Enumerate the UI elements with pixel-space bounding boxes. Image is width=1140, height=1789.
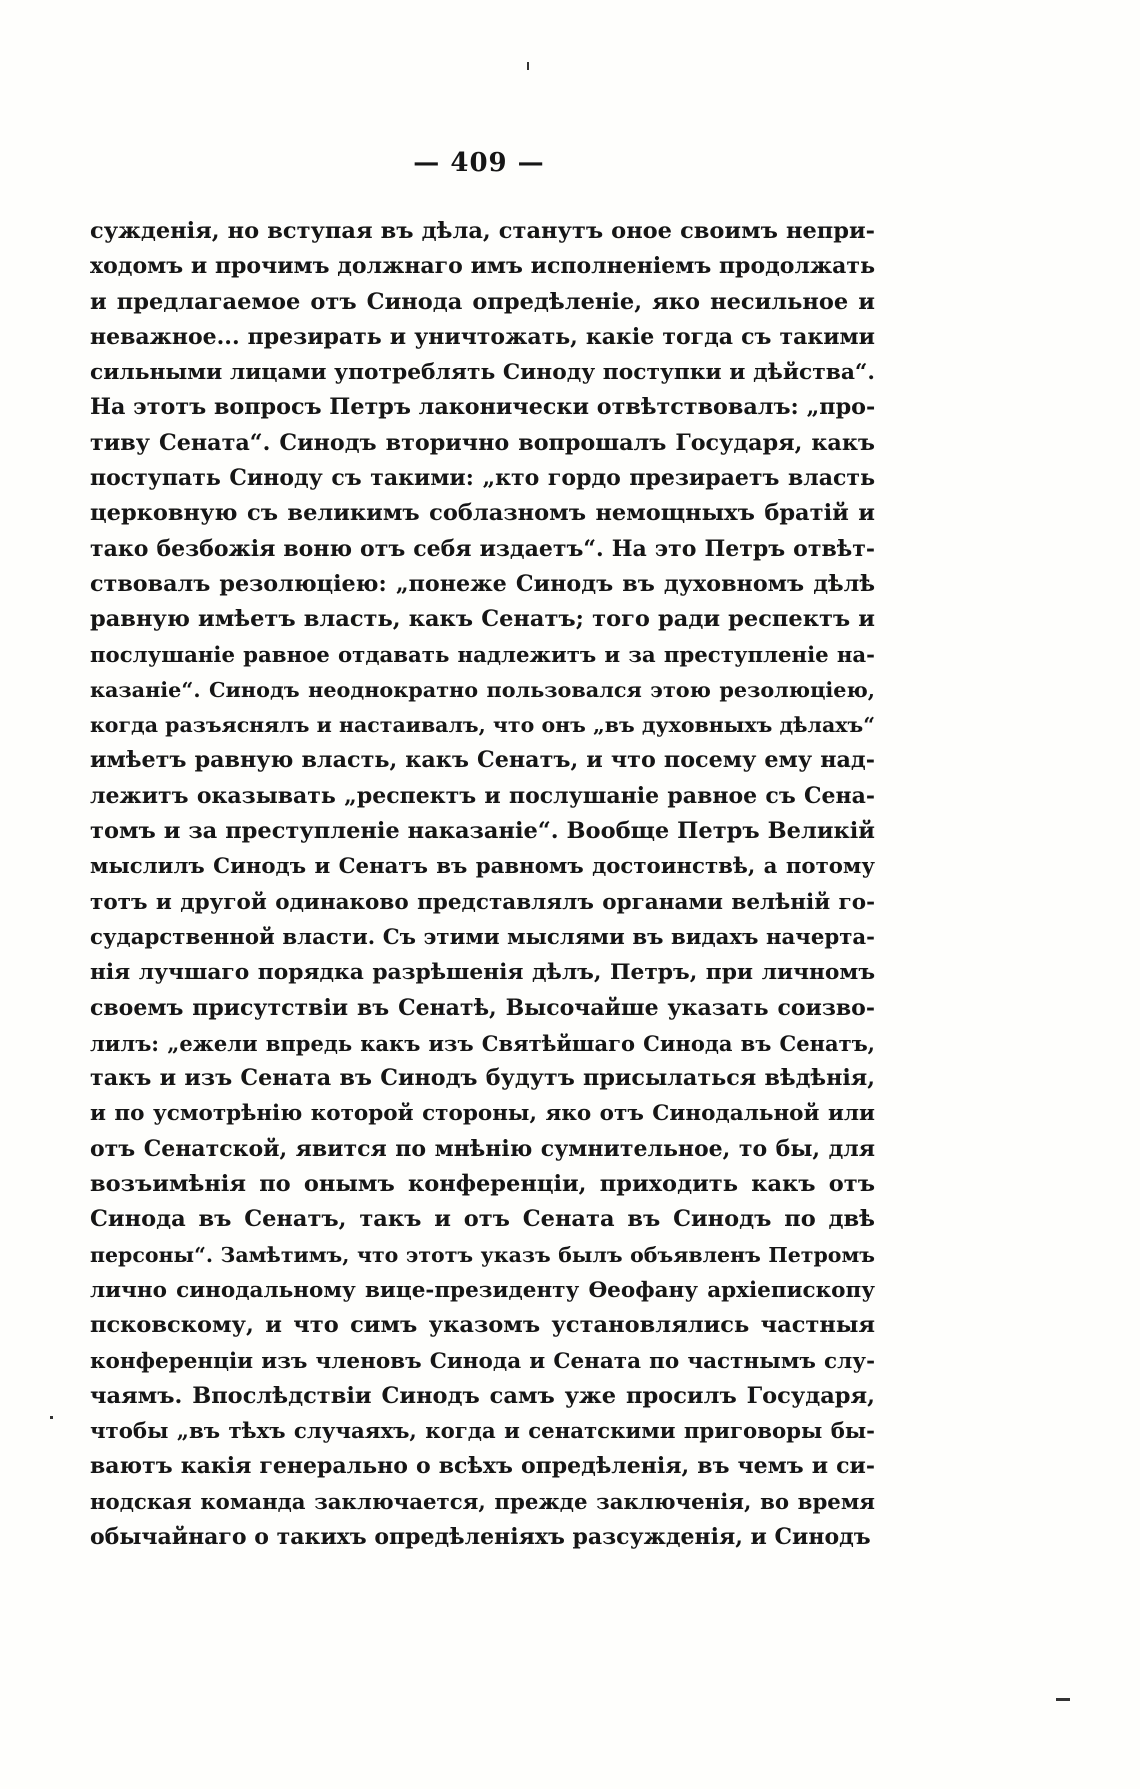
text-line: сударственной власти. Съ этими мыслями въ видахъ начерта- <box>90 924 875 950</box>
text-line: ходомъ и прочимъ должнаго имъ исполненіемъ продолжать <box>90 253 875 280</box>
text-line: отъ Сенатской, явится по мнѣнію сумнительное, то бы, для <box>90 1135 875 1162</box>
text-line: своемъ присутствіи въ Сенатѣ, Высочайше указать соизво- <box>90 994 875 1021</box>
text-line: На этотъ вопросъ Петръ лаконически отвѣтствовалъ: „про- <box>90 394 876 421</box>
body-text <box>90 214 875 1555</box>
scan-speck <box>50 1416 53 1419</box>
text-line: и предлагаемое отъ Синода опредѣленіе, яко несильное и <box>90 288 875 315</box>
text-line: лежитъ оказывать „респектъ и послушаніе равное съ Сена- <box>90 782 875 809</box>
scan-speck <box>527 62 529 70</box>
text-line: чаямъ. Впослѣдствіи Синодъ самъ уже просилъ Государя, <box>90 1382 875 1409</box>
text-line: когда разъяснялъ и настаивалъ, что онъ „въ духовныхъ дѣлахъ“ <box>90 713 875 738</box>
text-line: тотъ и другой одинаково представлялъ органами велѣній го- <box>90 889 875 915</box>
text-line: лилъ: „ежели впредь какъ изъ Святѣйшаго Синода въ Сенатъ, <box>90 1030 875 1056</box>
text-line: и по усмотрѣнію которой стороны, яко отъ Синодальной или <box>90 1101 875 1127</box>
text-line: обычайнаго о такихъ опредѣленіяхъ разсужденія, и Синодъ <box>90 1523 871 1550</box>
text-line: псковскому, и что симъ указомъ установлялись частныя <box>90 1312 875 1339</box>
text-line: равную имѣетъ власть, какъ Сенатъ; того ради респектъ и <box>90 606 875 633</box>
text-line: ваютъ какія генерально о всѣхъ опредѣленія, въ чемъ и си- <box>90 1453 875 1480</box>
text-line: лично синодальному вице-президенту Ѳеофану архіепископу <box>90 1277 875 1303</box>
text-line: томъ и за преступленіе наказаніе“. Вообще Петръ Великій <box>90 818 875 845</box>
text-line: неважное... презирать и уничтожать, какіе тогда съ такими <box>90 323 875 350</box>
text-line: имѣетъ равную власть, какъ Сенатъ, и что посему ему над- <box>90 747 875 774</box>
text-line: сильными лицами употреблять Синоду поступки и дѣйства“. <box>90 360 875 386</box>
text-line: церковную съ великимъ соблазномъ немощныхъ братій и <box>90 500 875 527</box>
page-number: — 409 — <box>413 148 545 178</box>
text-line: конференціи изъ членовъ Синода и Сената по частнымъ слу- <box>90 1348 875 1374</box>
text-line: нія лучшаго порядка разрѣшенія дѣлъ, Петръ, при личномъ <box>90 960 875 986</box>
text-line: сужденія, но вступая въ дѣла, станутъ оное своимъ непри- <box>90 218 875 244</box>
text-line: тиву Сената“. Синодъ вторично вопрошалъ Государя, какъ <box>90 429 875 456</box>
text-line: тако безбожія воню отъ себя издаетъ“. На это Петръ отвѣт- <box>90 535 875 562</box>
text-line: персоны“. Замѣтимъ, что этотъ указъ былъ объявленъ Петромъ <box>90 1242 875 1267</box>
text-line: казаніе“. Синодъ неоднократно пользовался этою резолюціею, <box>90 677 875 702</box>
text-line: нодская команда заключается, прежде заключенія, во время <box>90 1489 875 1515</box>
text-line: поступать Синоду съ такими: „кто гордо презираетъ власть <box>90 465 875 492</box>
text-line: такъ и изъ Сената въ Синодъ будутъ присылаться вѣдѣнія, <box>90 1065 875 1092</box>
scan-speck <box>1056 1698 1070 1701</box>
text-line: возъимѣнія по онымъ конференціи, приходить какъ отъ <box>90 1171 875 1198</box>
text-line: Синода въ Сенатъ, такъ и отъ Сената въ Синодъ по двѣ <box>90 1206 875 1233</box>
text-line: послушаніе равное отдавать надлежитъ и за преступленіе на- <box>90 642 875 668</box>
text-line: чтобы „въ тѣхъ случаяхъ, когда и сенатскими приговоры бы- <box>90 1419 875 1445</box>
text-line: ствовалъ резолюціею: „понеже Синодъ въ духовномъ дѣлѣ <box>90 570 875 597</box>
text-line: мыслилъ Синодъ и Сенатъ въ равномъ достоинствѣ, а потому <box>90 854 875 880</box>
